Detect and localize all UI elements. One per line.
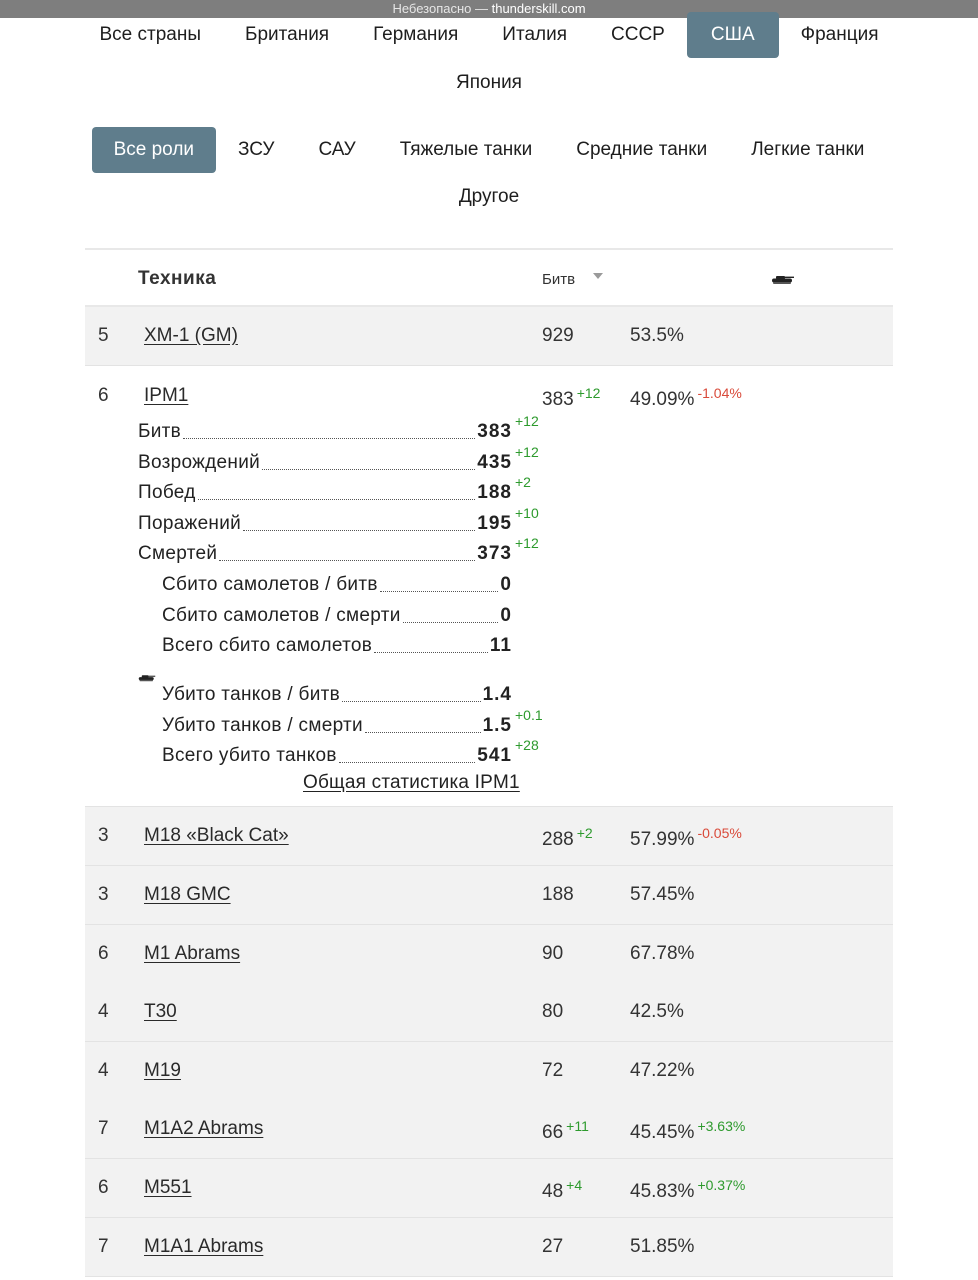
table-row[interactable] [85,807,893,866]
vehicle-link[interactable]: M1A1 Abrams [144,1236,264,1257]
stat-ground-per-battle: Убито танков / битв 1.4 [162,684,512,705]
vehicle-link[interactable]: T30 [144,1001,177,1022]
row-winrate: 42.5% [630,1001,684,1022]
row-winrate: 53.5% [630,325,684,346]
row-winrate: 57.99% $^{-0.05\%}$ [630,825,742,850]
stat-defeats: Поражений 195 +10 [138,505,539,534]
country-usa[interactable]: США [687,12,779,58]
row-rank: 7 [98,1236,109,1257]
vehicle-link[interactable]: XM-1 (GM) [144,325,238,346]
row-winrate: 67.78% [630,943,695,964]
row-battles: 80 [542,1001,564,1022]
vehicle-link[interactable]: IPM1 [144,385,189,406]
role-spg[interactable]: САУ [318,139,356,160]
stat-ground-per-death: Убито танков / смерти 1.5 +0.1 [162,707,543,736]
country-britain[interactable]: Британия [245,24,330,45]
table-row[interactable] [85,1159,893,1218]
country-filter [0,12,978,58]
role-all[interactable]: Все роли [92,127,216,173]
vehicle-link[interactable]: M18 «Black Cat» [144,825,289,846]
row-winrate: 47.22% [630,1060,695,1081]
tank-icon [138,669,156,687]
row-rank: 6 [98,943,109,964]
row-winrate: 57.45% [630,884,695,905]
total-stats-link[interactable]: Общая статистика IPM1 [303,772,520,793]
battles-delta: +4 [566,1177,583,1193]
row-battles: 66 $^{+11}$ [542,1118,589,1143]
stat-air-per-battle: Сбито самолетов / битв 0 [162,574,512,595]
table-row[interactable] [85,925,893,984]
stat-respawns: Возрождений 435 +12 [138,444,539,473]
row-rank: 4 [98,1060,109,1081]
battles-delta: +11 [566,1118,589,1134]
role-light-tanks[interactable]: Легкие танки [751,139,865,160]
winrate-delta: -0.05% [697,825,742,841]
vehicle-link[interactable]: M1A2 Abrams [144,1118,264,1139]
stat-victories: Побед 188 +2 [138,474,531,503]
table-header [85,248,893,307]
row-rank: 4 [98,1001,109,1022]
battles-delta: +2 [576,825,593,841]
winrate-delta: +3.63% [697,1118,746,1134]
role-other[interactable]: Другое [458,186,520,207]
vehicle-link[interactable]: M18 GMC [144,884,231,905]
row-battles: 383 $^{+12}$ [542,385,601,410]
stat-deaths: Смертей 373 +12 [138,535,539,564]
table-row[interactable] [85,1042,893,1101]
table-row[interactable] [85,983,893,1042]
row-winrate: 45.45% $^{+3.63\%}$ [630,1118,746,1143]
table-row[interactable] [85,1100,893,1159]
row-battles: 72 [542,1060,564,1081]
stat-air-total: Всего сбито самолетов 11 [162,635,512,656]
stat-ground-total: Всего убито танков 541 +28 [162,737,539,766]
row-battles: 27 [542,1236,564,1257]
vehicle-link[interactable]: M551 [144,1177,192,1198]
row-rank: 5 [98,325,109,346]
table-row-expanded[interactable] [85,366,893,807]
country-all[interactable]: Все страны [99,24,201,45]
role-heavy-tanks[interactable]: Тяжелые танки [399,139,533,160]
sort-desc-icon[interactable] [593,273,603,279]
row-battles: 288 $^{+2}$ [542,825,593,850]
role-medium-tanks[interactable]: Средние танки [576,139,708,160]
row-rank: 3 [98,825,109,846]
row-rank: 7 [98,1118,109,1139]
row-rank: 6 [98,1177,109,1198]
row-winrate: 49.09% $^{-1.04\%}$ [630,385,742,410]
role-spaa[interactable]: ЗСУ [238,139,275,160]
vehicle-link[interactable]: M1 Abrams [144,943,241,964]
row-battles: 48 $^{+4}$ [542,1177,583,1202]
tank-icon[interactable] [771,272,795,290]
country-filter-row2 [0,60,978,106]
country-japan[interactable]: Япония [456,72,522,93]
row-rank: 6 [98,385,109,406]
battles-delta: +12 [576,385,601,401]
row-battles: 188 [542,884,574,905]
country-germany[interactable]: Германия [373,24,459,45]
country-france[interactable]: Франция [800,24,879,45]
row-battles: 929 [542,325,574,346]
row-winrate: 51.85% [630,1236,695,1257]
stat-battles: Битв 383 +12 [138,413,539,442]
column-tech[interactable]: Техника [138,268,217,289]
role-filter [0,127,978,173]
row-battles: 90 [542,943,564,964]
country-italy[interactable]: Италия [502,24,567,45]
security-warning: Небезопасно — [392,1,492,16]
winrate-delta: +0.37% [697,1177,746,1193]
row-rank: 3 [98,884,109,905]
country-ussr[interactable]: СССР [611,24,665,45]
vehicle-link[interactable]: M19 [144,1060,181,1081]
table-row[interactable] [85,866,893,925]
winrate-delta: -1.04% [697,385,742,401]
url-host: thunderskill.com [491,1,586,16]
column-battles[interactable]: Битв [542,271,576,288]
table-row[interactable] [85,307,893,366]
row-winrate: 45.83% $^{+0.37\%}$ [630,1177,746,1202]
table-row[interactable] [85,1218,893,1277]
role-filter-row2 [0,174,978,220]
stat-air-per-death: Сбито самолетов / смерти 0 [162,605,512,626]
